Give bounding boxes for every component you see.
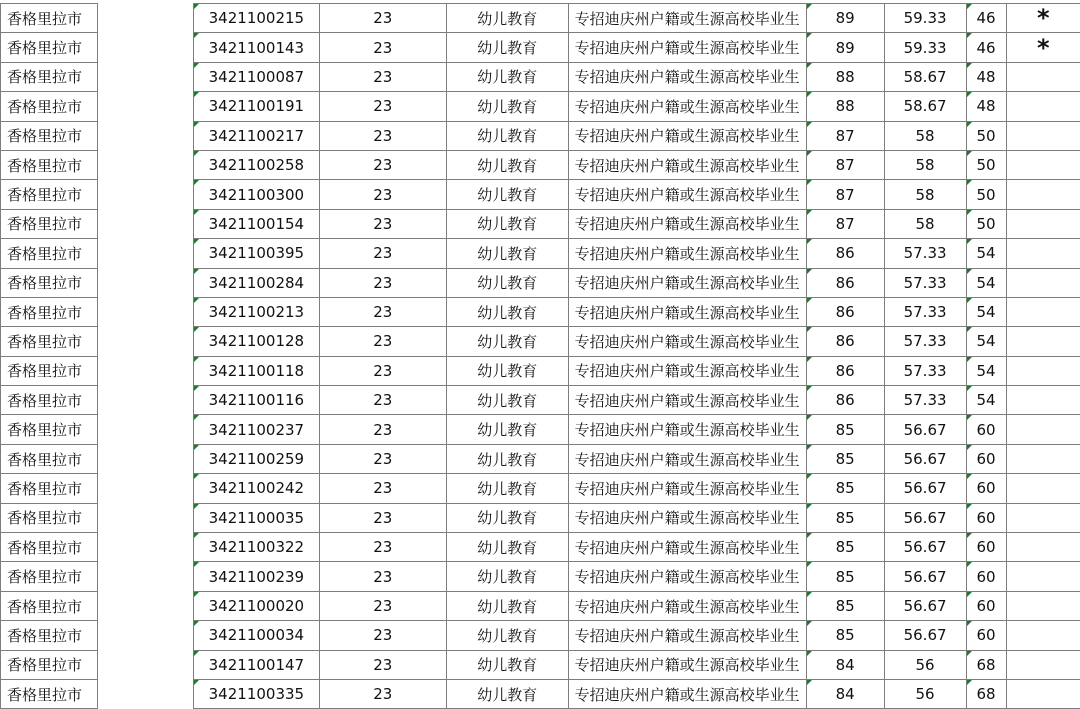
rank-cell: 46 bbox=[966, 4, 1006, 33]
converted-score-cell: 58 bbox=[884, 150, 966, 179]
subject-cell: 幼儿教育 bbox=[446, 297, 568, 326]
table-row bbox=[1, 297, 1080, 326]
subject-cell: 幼儿教育 bbox=[446, 327, 568, 356]
condition-cell: 专招迪庆州户籍或生源高校毕业生 bbox=[568, 239, 806, 268]
table-row bbox=[1, 180, 1080, 209]
post-code-cell: 23 bbox=[319, 621, 446, 650]
table-row bbox=[1, 62, 1080, 91]
condition-cell: 专招迪庆州户籍或生源高校毕业生 bbox=[568, 268, 806, 297]
table-row bbox=[1, 444, 1080, 473]
exam-number-cell: 3421100322 bbox=[193, 533, 319, 562]
written-score-cell: 86 bbox=[806, 386, 884, 415]
subject-cell: 幼儿教育 bbox=[446, 239, 568, 268]
table-row bbox=[1, 621, 1080, 650]
spacer-cell bbox=[97, 180, 193, 209]
city-cell: 香格里拉市 bbox=[1, 180, 98, 209]
mark-cell bbox=[1006, 62, 1080, 91]
exam-number-cell: 3421100143 bbox=[193, 33, 319, 62]
rank-cell: 60 bbox=[966, 533, 1006, 562]
condition-cell: 专招迪庆州户籍或生源高校毕业生 bbox=[568, 62, 806, 91]
condition-cell: 专招迪庆州户籍或生源高校毕业生 bbox=[568, 679, 806, 708]
exam-number-cell: 3421100395 bbox=[193, 239, 319, 268]
converted-score-cell: 59.33 bbox=[884, 4, 966, 33]
rank-cell: 54 bbox=[966, 386, 1006, 415]
post-code-cell: 23 bbox=[319, 650, 446, 679]
converted-score-cell: 58.67 bbox=[884, 92, 966, 121]
rank-cell: 68 bbox=[966, 650, 1006, 679]
table-body bbox=[1, 4, 1080, 709]
post-code-cell: 23 bbox=[319, 209, 446, 238]
spacer-cell bbox=[97, 650, 193, 679]
exam-number-cell: 3421100215 bbox=[193, 4, 319, 33]
exam-number-cell: 3421100217 bbox=[193, 121, 319, 150]
condition-cell: 专招迪庆州户籍或生源高校毕业生 bbox=[568, 444, 806, 473]
table-row bbox=[1, 327, 1080, 356]
converted-score-cell: 58.67 bbox=[884, 62, 966, 91]
table-row bbox=[1, 209, 1080, 238]
mark-cell bbox=[1006, 444, 1080, 473]
written-score-cell: 85 bbox=[806, 621, 884, 650]
city-cell: 香格里拉市 bbox=[1, 650, 98, 679]
subject-cell: 幼儿教育 bbox=[446, 679, 568, 708]
spacer-cell bbox=[97, 621, 193, 650]
condition-cell: 专招迪庆州户籍或生源高校毕业生 bbox=[568, 386, 806, 415]
exam-number-cell: 3421100034 bbox=[193, 621, 319, 650]
spacer-cell bbox=[97, 356, 193, 385]
subject-cell: 幼儿教育 bbox=[446, 386, 568, 415]
rank-cell: 60 bbox=[966, 503, 1006, 532]
spacer-cell bbox=[97, 415, 193, 444]
subject-cell: 幼儿教育 bbox=[446, 33, 568, 62]
city-cell: 香格里拉市 bbox=[1, 621, 98, 650]
mark-cell bbox=[1006, 591, 1080, 620]
city-cell: 香格里拉市 bbox=[1, 150, 98, 179]
converted-score-cell: 56 bbox=[884, 650, 966, 679]
written-score-cell: 86 bbox=[806, 239, 884, 268]
exam-number-cell: 3421100118 bbox=[193, 356, 319, 385]
converted-score-cell: 56.67 bbox=[884, 415, 966, 444]
spacer-cell bbox=[97, 209, 193, 238]
subject-cell: 幼儿教育 bbox=[446, 180, 568, 209]
condition-cell: 专招迪庆州户籍或生源高校毕业生 bbox=[568, 415, 806, 444]
table-row bbox=[1, 356, 1080, 385]
post-code-cell: 23 bbox=[319, 356, 446, 385]
spacer-cell bbox=[97, 533, 193, 562]
mark-cell bbox=[1006, 209, 1080, 238]
table-row bbox=[1, 415, 1080, 444]
post-code-cell: 23 bbox=[319, 239, 446, 268]
rank-cell: 68 bbox=[966, 679, 1006, 708]
written-score-cell: 85 bbox=[806, 503, 884, 532]
post-code-cell: 23 bbox=[319, 503, 446, 532]
spacer-cell bbox=[97, 297, 193, 326]
converted-score-cell: 56.67 bbox=[884, 444, 966, 473]
post-code-cell: 23 bbox=[319, 4, 446, 33]
converted-score-cell: 59.33 bbox=[884, 33, 966, 62]
rank-cell: 50 bbox=[966, 180, 1006, 209]
written-score-cell: 87 bbox=[806, 150, 884, 179]
rank-cell: 50 bbox=[966, 121, 1006, 150]
converted-score-cell: 58 bbox=[884, 209, 966, 238]
written-score-cell: 87 bbox=[806, 209, 884, 238]
exam-number-cell: 3421100237 bbox=[193, 415, 319, 444]
spacer-cell bbox=[97, 150, 193, 179]
post-code-cell: 23 bbox=[319, 415, 446, 444]
converted-score-cell: 56.67 bbox=[884, 621, 966, 650]
city-cell: 香格里拉市 bbox=[1, 591, 98, 620]
city-cell: 香格里拉市 bbox=[1, 121, 98, 150]
rank-cell: 50 bbox=[966, 150, 1006, 179]
condition-cell: 专招迪庆州户籍或生源高校毕业生 bbox=[568, 474, 806, 503]
written-score-cell: 86 bbox=[806, 356, 884, 385]
mark-cell bbox=[1006, 679, 1080, 708]
city-cell: 香格里拉市 bbox=[1, 386, 98, 415]
subject-cell: 幼儿教育 bbox=[446, 121, 568, 150]
subject-cell: 幼儿教育 bbox=[446, 591, 568, 620]
subject-cell: 幼儿教育 bbox=[446, 4, 568, 33]
city-cell: 香格里拉市 bbox=[1, 297, 98, 326]
table-row bbox=[1, 474, 1080, 503]
exam-number-cell: 3421100300 bbox=[193, 180, 319, 209]
written-score-cell: 89 bbox=[806, 4, 884, 33]
table-row bbox=[1, 533, 1080, 562]
table-row bbox=[1, 562, 1080, 591]
exam-number-cell: 3421100087 bbox=[193, 62, 319, 91]
subject-cell: 幼儿教育 bbox=[446, 444, 568, 473]
condition-cell: 专招迪庆州户籍或生源高校毕业生 bbox=[568, 327, 806, 356]
converted-score-cell: 56.67 bbox=[884, 503, 966, 532]
converted-score-cell: 56.67 bbox=[884, 533, 966, 562]
post-code-cell: 23 bbox=[319, 121, 446, 150]
converted-score-cell: 57.33 bbox=[884, 386, 966, 415]
condition-cell: 专招迪庆州户籍或生源高校毕业生 bbox=[568, 621, 806, 650]
mark-cell bbox=[1006, 562, 1080, 591]
mark-cell bbox=[1006, 297, 1080, 326]
subject-cell: 幼儿教育 bbox=[446, 503, 568, 532]
post-code-cell: 23 bbox=[319, 533, 446, 562]
post-code-cell: 23 bbox=[319, 679, 446, 708]
rank-cell: 46 bbox=[966, 33, 1006, 62]
city-cell: 香格里拉市 bbox=[1, 562, 98, 591]
post-code-cell: 23 bbox=[319, 386, 446, 415]
rank-cell: 60 bbox=[966, 415, 1006, 444]
city-cell: 香格里拉市 bbox=[1, 62, 98, 91]
written-score-cell: 85 bbox=[806, 415, 884, 444]
mark-cell bbox=[1006, 92, 1080, 121]
mark-cell bbox=[1006, 180, 1080, 209]
mark-cell bbox=[1006, 503, 1080, 532]
mark-cell bbox=[1006, 268, 1080, 297]
subject-cell: 幼儿教育 bbox=[446, 268, 568, 297]
exam-number-cell: 3421100191 bbox=[193, 92, 319, 121]
post-code-cell: 23 bbox=[319, 591, 446, 620]
spacer-cell bbox=[97, 4, 193, 33]
exam-number-cell: 3421100259 bbox=[193, 444, 319, 473]
exam-number-cell: 3421100154 bbox=[193, 209, 319, 238]
exam-number-cell: 3421100035 bbox=[193, 503, 319, 532]
converted-score-cell: 56 bbox=[884, 679, 966, 708]
spacer-cell bbox=[97, 562, 193, 591]
table-row bbox=[1, 150, 1080, 179]
city-cell: 香格里拉市 bbox=[1, 92, 98, 121]
mark-cell bbox=[1006, 121, 1080, 150]
condition-cell: 专招迪庆州户籍或生源高校毕业生 bbox=[568, 533, 806, 562]
table-row bbox=[1, 386, 1080, 415]
post-code-cell: 23 bbox=[319, 297, 446, 326]
condition-cell: 专招迪庆州户籍或生源高校毕业生 bbox=[568, 503, 806, 532]
exam-number-cell: 3421100242 bbox=[193, 474, 319, 503]
city-cell: 香格里拉市 bbox=[1, 33, 98, 62]
city-cell: 香格里拉市 bbox=[1, 444, 98, 473]
post-code-cell: 23 bbox=[319, 150, 446, 179]
exam-number-cell: 3421100239 bbox=[193, 562, 319, 591]
spacer-cell bbox=[97, 268, 193, 297]
subject-cell: 幼儿教育 bbox=[446, 356, 568, 385]
condition-cell: 专招迪庆州户籍或生源高校毕业生 bbox=[568, 209, 806, 238]
written-score-cell: 88 bbox=[806, 92, 884, 121]
mark-cell bbox=[1006, 239, 1080, 268]
subject-cell: 幼儿教育 bbox=[446, 92, 568, 121]
condition-cell: 专招迪庆州户籍或生源高校毕业生 bbox=[568, 562, 806, 591]
converted-score-cell: 58 bbox=[884, 180, 966, 209]
mark-cell bbox=[1006, 327, 1080, 356]
spacer-cell bbox=[97, 474, 193, 503]
condition-cell: 专招迪庆州户籍或生源高校毕业生 bbox=[568, 650, 806, 679]
written-score-cell: 86 bbox=[806, 268, 884, 297]
condition-cell: 专招迪庆州户籍或生源高校毕业生 bbox=[568, 33, 806, 62]
mark-cell bbox=[1006, 474, 1080, 503]
rank-cell: 54 bbox=[966, 297, 1006, 326]
city-cell: 香格里拉市 bbox=[1, 356, 98, 385]
city-cell: 香格里拉市 bbox=[1, 4, 98, 33]
converted-score-cell: 57.33 bbox=[884, 356, 966, 385]
exam-number-cell: 3421100128 bbox=[193, 327, 319, 356]
post-code-cell: 23 bbox=[319, 268, 446, 297]
city-cell: 香格里拉市 bbox=[1, 533, 98, 562]
converted-score-cell: 57.33 bbox=[884, 239, 966, 268]
spacer-cell bbox=[97, 444, 193, 473]
rank-cell: 50 bbox=[966, 209, 1006, 238]
table-row bbox=[1, 591, 1080, 620]
post-code-cell: 23 bbox=[319, 180, 446, 209]
converted-score-cell: 56.67 bbox=[884, 591, 966, 620]
post-code-cell: 23 bbox=[319, 327, 446, 356]
written-score-cell: 85 bbox=[806, 591, 884, 620]
spacer-cell bbox=[97, 591, 193, 620]
post-code-cell: 23 bbox=[319, 92, 446, 121]
city-cell: 香格里拉市 bbox=[1, 209, 98, 238]
mark-cell: * bbox=[1006, 4, 1080, 33]
spacer-cell bbox=[97, 503, 193, 532]
mark-cell bbox=[1006, 415, 1080, 444]
exam-number-cell: 3421100284 bbox=[193, 268, 319, 297]
subject-cell: 幼儿教育 bbox=[446, 562, 568, 591]
written-score-cell: 88 bbox=[806, 62, 884, 91]
city-cell: 香格里拉市 bbox=[1, 474, 98, 503]
table-row bbox=[1, 33, 1080, 62]
city-cell: 香格里拉市 bbox=[1, 327, 98, 356]
exam-number-cell: 3421100213 bbox=[193, 297, 319, 326]
post-code-cell: 23 bbox=[319, 474, 446, 503]
post-code-cell: 23 bbox=[319, 62, 446, 91]
written-score-cell: 86 bbox=[806, 297, 884, 326]
rank-cell: 54 bbox=[966, 356, 1006, 385]
written-score-cell: 87 bbox=[806, 121, 884, 150]
spacer-cell bbox=[97, 33, 193, 62]
rank-cell: 54 bbox=[966, 239, 1006, 268]
written-score-cell: 89 bbox=[806, 33, 884, 62]
converted-score-cell: 58 bbox=[884, 121, 966, 150]
spacer-cell bbox=[97, 92, 193, 121]
written-score-cell: 84 bbox=[806, 650, 884, 679]
written-score-cell: 85 bbox=[806, 474, 884, 503]
subject-cell: 幼儿教育 bbox=[446, 62, 568, 91]
subject-cell: 幼儿教育 bbox=[446, 415, 568, 444]
condition-cell: 专招迪庆州户籍或生源高校毕业生 bbox=[568, 92, 806, 121]
condition-cell: 专招迪庆州户籍或生源高校毕业生 bbox=[568, 4, 806, 33]
condition-cell: 专招迪庆州户籍或生源高校毕业生 bbox=[568, 150, 806, 179]
city-cell: 香格里拉市 bbox=[1, 239, 98, 268]
spacer-cell bbox=[97, 679, 193, 708]
post-code-cell: 23 bbox=[319, 562, 446, 591]
rank-cell: 60 bbox=[966, 444, 1006, 473]
table-row bbox=[1, 268, 1080, 297]
table-row bbox=[1, 92, 1080, 121]
mark-cell bbox=[1006, 356, 1080, 385]
city-cell: 香格里拉市 bbox=[1, 679, 98, 708]
mark-cell bbox=[1006, 621, 1080, 650]
mark-cell bbox=[1006, 533, 1080, 562]
exam-number-cell: 3421100116 bbox=[193, 386, 319, 415]
mark-cell bbox=[1006, 650, 1080, 679]
condition-cell: 专招迪庆州户籍或生源高校毕业生 bbox=[568, 297, 806, 326]
converted-score-cell: 57.33 bbox=[884, 327, 966, 356]
rank-cell: 60 bbox=[966, 562, 1006, 591]
subject-cell: 幼儿教育 bbox=[446, 533, 568, 562]
spacer-cell bbox=[97, 386, 193, 415]
table-row bbox=[1, 503, 1080, 532]
subject-cell: 幼儿教育 bbox=[446, 621, 568, 650]
subject-cell: 幼儿教育 bbox=[446, 474, 568, 503]
written-score-cell: 85 bbox=[806, 562, 884, 591]
rank-cell: 54 bbox=[966, 327, 1006, 356]
spacer-cell bbox=[97, 121, 193, 150]
rank-cell: 60 bbox=[966, 621, 1006, 650]
converted-score-cell: 57.33 bbox=[884, 297, 966, 326]
written-score-cell: 85 bbox=[806, 444, 884, 473]
exam-number-cell: 3421100258 bbox=[193, 150, 319, 179]
table-row bbox=[1, 679, 1080, 708]
rank-cell: 54 bbox=[966, 268, 1006, 297]
condition-cell: 专招迪庆州户籍或生源高校毕业生 bbox=[568, 180, 806, 209]
converted-score-cell: 57.33 bbox=[884, 268, 966, 297]
rank-cell: 48 bbox=[966, 62, 1006, 91]
spacer-cell bbox=[97, 239, 193, 268]
subject-cell: 幼儿教育 bbox=[446, 650, 568, 679]
spacer-cell bbox=[97, 327, 193, 356]
rank-cell: 60 bbox=[966, 591, 1006, 620]
converted-score-cell: 56.67 bbox=[884, 474, 966, 503]
written-score-cell: 87 bbox=[806, 180, 884, 209]
exam-number-cell: 3421100335 bbox=[193, 679, 319, 708]
mark-cell: * bbox=[1006, 33, 1080, 62]
rank-cell: 60 bbox=[966, 474, 1006, 503]
condition-cell: 专招迪庆州户籍或生源高校毕业生 bbox=[568, 356, 806, 385]
condition-cell: 专招迪庆州户籍或生源高校毕业生 bbox=[568, 121, 806, 150]
score-table bbox=[0, 3, 1080, 709]
mark-cell bbox=[1006, 386, 1080, 415]
rank-cell: 48 bbox=[966, 92, 1006, 121]
condition-cell: 专招迪庆州户籍或生源高校毕业生 bbox=[568, 591, 806, 620]
table-row bbox=[1, 121, 1080, 150]
city-cell: 香格里拉市 bbox=[1, 415, 98, 444]
exam-number-cell: 3421100147 bbox=[193, 650, 319, 679]
mark-cell bbox=[1006, 150, 1080, 179]
table-row bbox=[1, 239, 1080, 268]
subject-cell: 幼儿教育 bbox=[446, 150, 568, 179]
written-score-cell: 85 bbox=[806, 533, 884, 562]
converted-score-cell: 56.67 bbox=[884, 562, 966, 591]
city-cell: 香格里拉市 bbox=[1, 268, 98, 297]
post-code-cell: 23 bbox=[319, 33, 446, 62]
post-code-cell: 23 bbox=[319, 444, 446, 473]
spacer-cell bbox=[97, 62, 193, 91]
exam-number-cell: 3421100020 bbox=[193, 591, 319, 620]
written-score-cell: 86 bbox=[806, 327, 884, 356]
subject-cell: 幼儿教育 bbox=[446, 209, 568, 238]
table-row bbox=[1, 4, 1080, 33]
table-row bbox=[1, 650, 1080, 679]
city-cell: 香格里拉市 bbox=[1, 503, 98, 532]
written-score-cell: 84 bbox=[806, 679, 884, 708]
